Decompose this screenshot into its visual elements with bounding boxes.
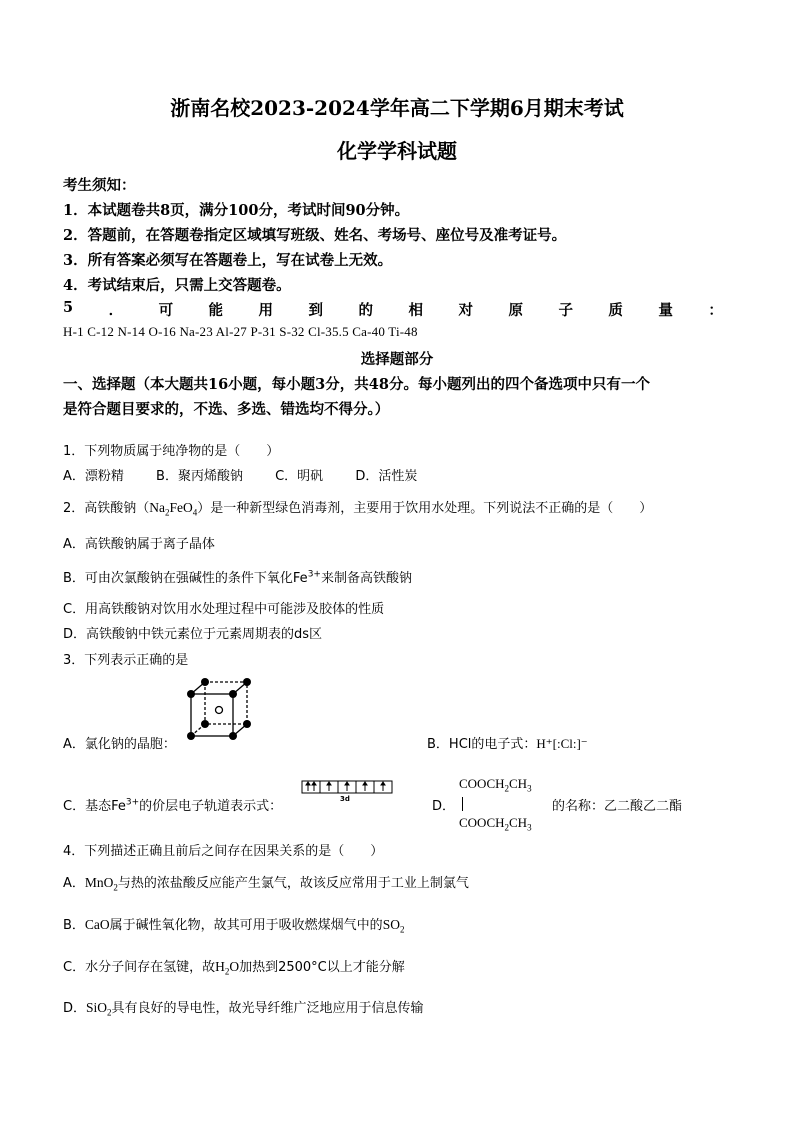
q4-stem: 4．下列描述正确且前后之间存在因果关系的是（ ） bbox=[63, 844, 384, 859]
ester-bond-line bbox=[462, 797, 463, 811]
section-intro-2: 是符合题目要求的，不选、多选、错选均不得分。） bbox=[63, 401, 390, 418]
exam-subtitle: 化学学科试题 bbox=[337, 139, 457, 163]
q4-option-c: C．水分子间存在氢键，故$H_2O$加热到2500°C以上才能分解 bbox=[63, 959, 405, 977]
exam-title: 浙南名校2023-2024学年高二下学期6月期末考试 bbox=[170, 96, 624, 120]
atomic-masses: H-1 C-12 N-14 O-16 Na-23 Al-27 P-31 S-32 Cl-35.5 Ca-40 Ti-48 bbox=[63, 324, 418, 339]
nacl-unit-cell-diagram bbox=[183, 676, 255, 744]
q3-option-b: B．HCl的电子式：H⁺[:Cl:]⁻ bbox=[427, 736, 588, 752]
q4-option-a: A．MnO$_2$与热的浓盐酸反应能产生氯气，故该反应常用于工业上制氯气 bbox=[63, 875, 469, 893]
notice-item-5: 5 ． 可 能 用 到 的 相 对 原 子 质 量 ： bbox=[63, 299, 723, 319]
notice-item-1: 1．本试题卷共8页，满分100分，考试时间90分钟。 bbox=[63, 202, 410, 219]
q3-option-d-text: 的名称：乙二酸乙二酯 bbox=[552, 799, 683, 814]
q1-option-c: C．明矾 bbox=[275, 469, 324, 484]
q2-stem: 2．高铁酸钠$(Na_2FeO_4)$是一种新型绿色消毒剂，主要用于饮用水处理。下列说法不正确的是（ ） bbox=[63, 500, 653, 518]
notice-item-2: 2．答题前，在答题卷指定区域填写班级、姓名、考场号、座位号及准考证号。 bbox=[63, 227, 567, 244]
notice-heading: 考生须知： bbox=[63, 177, 136, 194]
section-intro-1: 一、选择题（本大题共16小题，每小题3分，共48分。每小题列出的四个备选项中只有一个 bbox=[63, 376, 650, 393]
q2-option-a: A．高铁酸钠属于离子晶体 bbox=[63, 537, 215, 552]
ester-bottom-group: $COOCH_2CH_3$ bbox=[459, 815, 532, 833]
orbital-label: 3d bbox=[340, 795, 350, 803]
section-label: 选择题部分 bbox=[360, 351, 434, 368]
hcl-electron-formula: H⁺[:Cl:]⁻ bbox=[536, 736, 588, 751]
notice-item-3: 3．所有答案必须写在答题卷上，写在试卷上无效。 bbox=[63, 252, 393, 269]
q2-option-d: D．高铁酸钠中铁元素位于元素周期表的ds区 bbox=[63, 627, 323, 642]
q1-option-a: A．漂粉精 bbox=[63, 469, 124, 484]
q1-stem: 1．下列物质属于纯净物的是（ ） bbox=[63, 444, 280, 459]
q3-option-a: A．氯化钠的晶胞： bbox=[63, 737, 176, 752]
notice-item-4: 4．考试结束后，只需上交答题卷。 bbox=[63, 277, 291, 294]
q4-option-b: B．CaO属于碱性氧化物，故其可用于吸收燃煤烟气中的$SO_2$ bbox=[63, 917, 405, 935]
q3-stem: 3．下列表示正确的是 bbox=[63, 653, 189, 668]
q1-option-b: B．聚丙烯酸钠 bbox=[156, 469, 243, 484]
q3-option-c: C．基态$Fe^{3+}$的价层电子轨道表示式： bbox=[63, 797, 283, 814]
ester-top-group: $COOCH_2CH_3$ bbox=[459, 776, 532, 794]
q3-option-d-label: D． bbox=[432, 799, 456, 814]
q2-option-c: C．用高铁酸钠对饮用水处理过程中可能涉及胶体的性质 bbox=[63, 602, 385, 617]
q2-formula: $Na_2FeO_4$ bbox=[149, 500, 198, 518]
q1-options bbox=[63, 465, 445, 484]
q1-option-d: D．活性炭 bbox=[355, 469, 418, 484]
q2-option-b: B．可由次氯酸钠在强碱性的条件下氧化$Fe^{3+}$来制备高铁酸钠 bbox=[63, 569, 412, 586]
q4-option-d: D．SiO$_2$具有良好的导电性，故光导纤维广泛地应用于信息传输 bbox=[63, 1000, 424, 1018]
